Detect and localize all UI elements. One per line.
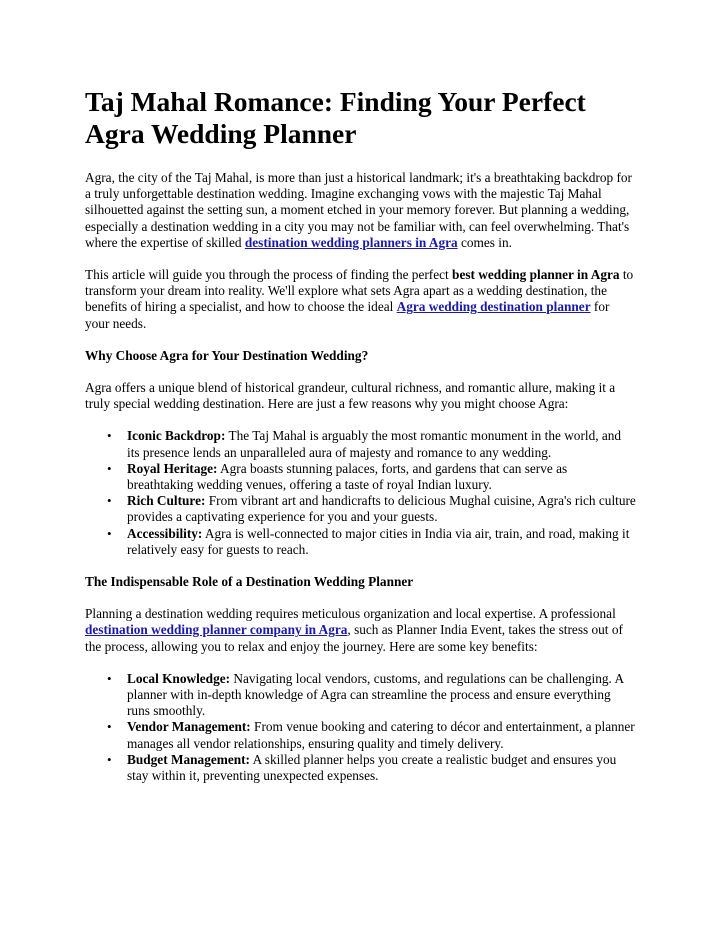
- destination-planners-link[interactable]: destination wedding planners in Agra: [244, 234, 458, 250]
- list-item: [107, 525, 636, 558]
- bullet-icon: •: [107, 525, 112, 541]
- planner-company-link[interactable]: destination wedding planner company in Agra: [85, 622, 348, 638]
- list-item-label: Budget Management:: [127, 751, 250, 767]
- role-heading: The Indispensable Role of a Destination Wedding Planner: [85, 574, 414, 590]
- list-item-text: From vibrant art and handicrafts to delicious Mughal cuisine, Agra's rich culture provides a captivating experience for you and your guests.: [127, 493, 636, 525]
- bullet-icon: •: [107, 428, 112, 444]
- list-item-text: A skilled planner helps you create a realistic budget and ensures you stay within it, preventing unexpected expenses.: [127, 751, 617, 784]
- bullet-icon: •: [107, 751, 112, 767]
- role-text: Planning a destination wedding requires meticulous organization and local expertise. A professional: [85, 606, 616, 622]
- list-item: [107, 719, 636, 751]
- why-paragraph: Agra offers a unique blend of historical grandeur, cultural richness, and romantic allure, making it a truly special wedding destination. Here are just a few reasons why you might choose Agra:: [85, 380, 616, 412]
- list-item-text: Agra boasts stunning palaces, forts, and gardens that can serve as breathtaking wedding venues, offering a taste of royal Indian luxury.: [127, 460, 568, 493]
- list-item-text: Navigating local vendors, customs, and regulations can be challenging. A planner with in-depth knowledge of Agra can streamline the process and ensure everything runs smoothly.: [127, 670, 624, 719]
- guide-paragraph: [85, 267, 636, 332]
- guide-after-text: for your needs.: [85, 299, 610, 331]
- list-item-label: Royal Heritage:: [127, 460, 218, 476]
- list-item-label: Iconic Backdrop:: [127, 428, 226, 444]
- intro-after-text: comes in.: [457, 234, 512, 250]
- list-item-label: Local Knowledge:: [127, 670, 231, 686]
- agra-planner-link[interactable]: Agra wedding destination planner: [396, 299, 591, 315]
- role-after-text: , such as Planner India Event, takes the stress out of the process, allowing you to relax and enjoy the journey. Here are some key benefits:: [85, 622, 623, 654]
- page-title: Taj Mahal Romance: Finding Your Perfect Agra Wedding Planner: [85, 86, 586, 149]
- list-item: [107, 493, 636, 525]
- bullet-icon: •: [107, 460, 112, 476]
- guide-text: This article will guide you through the process of finding the perfect: [85, 267, 453, 283]
- intro-paragraph: [85, 170, 636, 251]
- benefits-list: [85, 671, 636, 784]
- bullet-icon: •: [107, 670, 112, 686]
- list-item-text: From venue booking and catering to décor and entertainment, a planner manages all vendor relationships, ensuring quality and timely delivery.: [127, 719, 635, 751]
- guide-bold-text: best wedding planner in Agra: [452, 267, 620, 283]
- list-item: [107, 460, 636, 493]
- list-item-label: Accessibility:: [127, 525, 203, 541]
- list-item: [107, 670, 636, 720]
- why-list: [85, 428, 636, 558]
- list-item-text: Agra is well-connected to major cities in India via air, train, and road, making it relatively easy for guests to reach.: [127, 525, 630, 557]
- list-item: [107, 428, 636, 460]
- bullet-icon: •: [107, 719, 112, 735]
- bullet-icon: •: [107, 493, 112, 509]
- list-item-text: The Taj Mahal is arguably the most romantic monument in the world, and its presence lends an unparalleled aura of majesty and romance to any wedding.: [127, 428, 622, 460]
- guide-middle-text: to transform your dream into reality. We'll explore what sets Agra apart as a wedding destination, the benefits of hiring a specialist, and how to choose the ideal: [85, 267, 634, 315]
- list-item: [107, 751, 636, 784]
- list-item-label: Vendor Management:: [127, 719, 251, 735]
- why-heading: Why Choose Agra for Your Destination Wedding?: [85, 347, 369, 363]
- list-item-label: Rich Culture:: [127, 493, 206, 509]
- role-paragraph: [85, 606, 636, 655]
- intro-text: Agra, the city of the Taj Mahal, is more than just a historical landmark; it's a breathtaking backdrop for a truly unforgettable destination wedding. Imagine exchanging vows with the majestic Taj Mahal silhouetted against the setting sun, a moment etched in your memory forever. But planning a wedding, especially a destination wedding in a city you may not be familiar with, can feel overwhelming. That's where the expertise of skilled: [85, 170, 632, 250]
